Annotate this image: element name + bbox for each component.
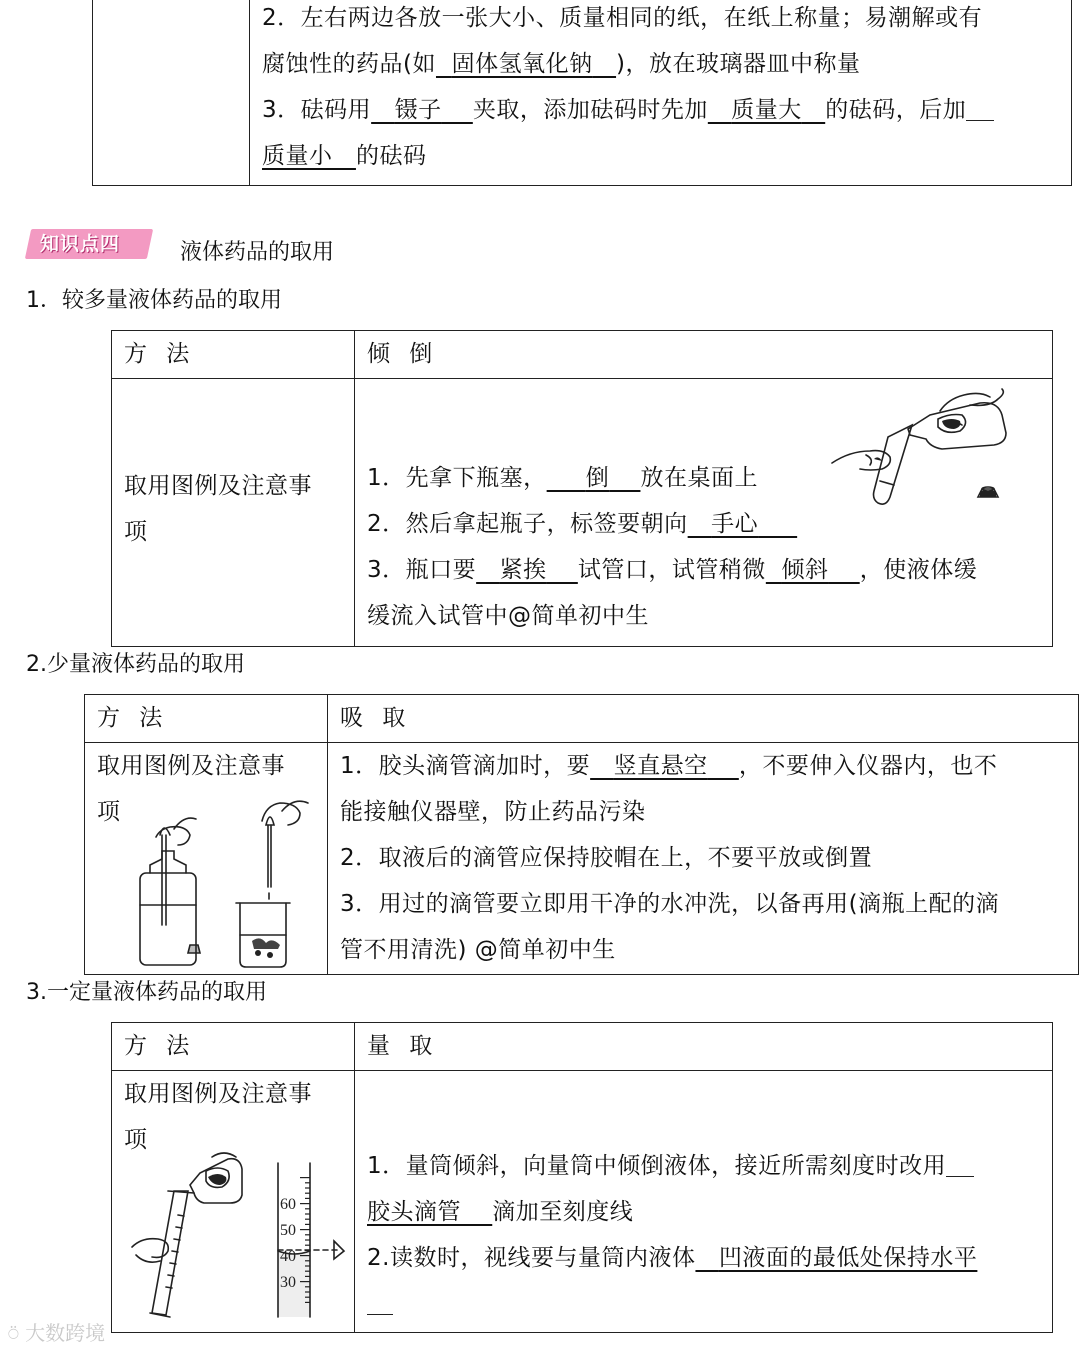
p1-s1-b: 放在桌面上 xyxy=(640,465,758,491)
scale-tick xyxy=(305,1234,310,1235)
scale-tick xyxy=(305,1260,310,1261)
scale-tick xyxy=(300,1281,310,1282)
scale-tick xyxy=(305,1271,310,1272)
scale-tick xyxy=(305,1245,310,1246)
scale-tick xyxy=(300,1177,310,1178)
p3-s2-a: 2.读数时，视线要与量筒内液体 xyxy=(367,1245,696,1271)
top-table-right-cell xyxy=(250,0,1072,186)
scale-tick xyxy=(305,1219,310,1220)
answer-heavy-weight: 质量大 xyxy=(731,97,802,123)
p1-s1-a: 1．先拿下瓶塞， xyxy=(367,465,547,491)
scale-tick xyxy=(300,1203,310,1204)
scale-label: 60 xyxy=(280,1196,296,1213)
top-item2-line2-b: )，放在玻璃器皿中称量 xyxy=(616,51,861,77)
part2-method-value: 吸 取 xyxy=(328,695,1079,743)
part3-method-value: 量 取 xyxy=(355,1023,1053,1071)
scale-label: 50 xyxy=(280,1222,296,1239)
part1-method-value: 倾 倒 xyxy=(355,331,1053,379)
part2-heading: 2.少量液体药品的取用 xyxy=(26,652,245,677)
part1-row-label: 取用图例及注意事 项 xyxy=(112,379,355,647)
scale-tick xyxy=(305,1187,310,1188)
section-badge: 知识点四 xyxy=(40,233,121,255)
p2-s2: 2．取液后的滴管应保持胶帽在上，不要平放或倒置 xyxy=(340,845,873,871)
scale-tick xyxy=(305,1239,310,1240)
top-item2-line2-a: 腐蚀性的药品(如 xyxy=(262,51,436,77)
scale-tick xyxy=(305,1182,310,1183)
watermark-logo-icon: ⍥ xyxy=(8,1324,19,1345)
answer-palm: 手心 xyxy=(711,511,759,537)
answer-vertical-suspended: 竖直悬空 xyxy=(613,753,708,779)
answer-rubber-dropper: 胶头滴管 xyxy=(367,1199,461,1225)
part3-heading: 3.一定量液体药品的取用 xyxy=(26,980,267,1005)
scale-tick xyxy=(305,1302,310,1303)
answer-meniscus-level: 凹液面的最低处保持水平 xyxy=(718,1245,978,1271)
p1-s3-c: ，使液体缓 xyxy=(859,557,978,583)
top-item3-a: 3．砝码用 xyxy=(262,97,372,123)
scale-label: 40 xyxy=(280,1248,296,1265)
scale-tick xyxy=(305,1193,310,1194)
part3-notes xyxy=(355,1071,1053,1333)
scale-tick xyxy=(305,1291,310,1292)
part1-method-label: 方 法 xyxy=(112,331,355,379)
scale-tick xyxy=(305,1286,310,1287)
p2-s1-b: ，不要伸入仪器内，也不 xyxy=(738,753,998,779)
top-item3-b: 夹取，添加砝码时先加 xyxy=(472,97,708,123)
scale-tick xyxy=(305,1250,310,1251)
p2-s1-a: 1．胶头滴管滴加时，要 xyxy=(340,753,591,779)
p2-s1-line2: 能接触仪器壁，防止药品污染 xyxy=(340,799,646,825)
scale-tick xyxy=(300,1229,310,1230)
part2-row-label: 取用图例及注意事 项 xyxy=(85,743,328,975)
watermark: ⍥ 大数跨境 xyxy=(8,1321,106,1345)
scale-tick xyxy=(305,1276,310,1277)
top-table-left-cell xyxy=(93,0,250,186)
section-title: 液体药品的取用 xyxy=(180,240,335,265)
dropper-illustration xyxy=(130,795,330,970)
p3-s1-line1: 1．量筒倾斜，向量筒中倾倒液体，接近所需刻度时改用 xyxy=(367,1153,947,1179)
p1-s3-a: 3．瓶口要 xyxy=(367,557,477,583)
part1-heading: 1．较多量液体药品的取用 xyxy=(26,288,282,313)
answer-close-against: 紧挨 xyxy=(499,557,547,583)
answer-tweezers: 镊子 xyxy=(394,97,442,123)
top-item2-line1: 2．左右两边各放一张大小、质量相同的纸，在纸上称量；易潮解或有 xyxy=(262,5,983,31)
p2-s3-line1: 3．用过的滴管要立即用干净的水冲洗，以备再用(滴瓶上配的滴 xyxy=(340,891,1000,917)
scale-label: 30 xyxy=(280,1274,296,1291)
answer-light-weight: 质量小 xyxy=(262,143,333,169)
scale-tick xyxy=(305,1265,310,1266)
measuring-illustration xyxy=(128,1155,358,1325)
scale-tick xyxy=(305,1198,310,1199)
part2-notes xyxy=(328,743,1079,975)
top-item3-c: 的砝码，后加 xyxy=(825,97,967,123)
answer-upside-down: 倒 xyxy=(585,465,610,491)
answer-sodium-hydroxide: 固体氢氧化钠 xyxy=(451,51,593,77)
p1-s3-b: 试管口，试管稍微 xyxy=(577,557,766,583)
answer-tilt: 倾斜 xyxy=(781,557,829,583)
scale-tick xyxy=(305,1213,310,1214)
p1-s3-line2: 缓流入试管中@简单初中生 xyxy=(367,603,649,629)
scale-tick xyxy=(300,1255,310,1256)
p2-s3-line2: 管不用清洗) @简单初中生 xyxy=(340,937,616,963)
p1-s2-a: 2．然后拿起瓶子，标签要朝向 xyxy=(367,511,688,537)
scale-tick xyxy=(305,1297,310,1298)
part2-method-label: 方 法 xyxy=(85,695,328,743)
p3-s1-b: 滴加至刻度线 xyxy=(492,1199,634,1225)
scale-tick xyxy=(305,1224,310,1225)
pouring-illustration xyxy=(830,385,1030,515)
part3-method-label: 方 法 xyxy=(112,1023,355,1071)
scale-tick xyxy=(305,1208,310,1209)
top-table xyxy=(92,0,1072,186)
top-item3-d: 的砝码 xyxy=(355,143,427,169)
part3-row-label: 取用图例及注意事 项 xyxy=(112,1071,355,1333)
